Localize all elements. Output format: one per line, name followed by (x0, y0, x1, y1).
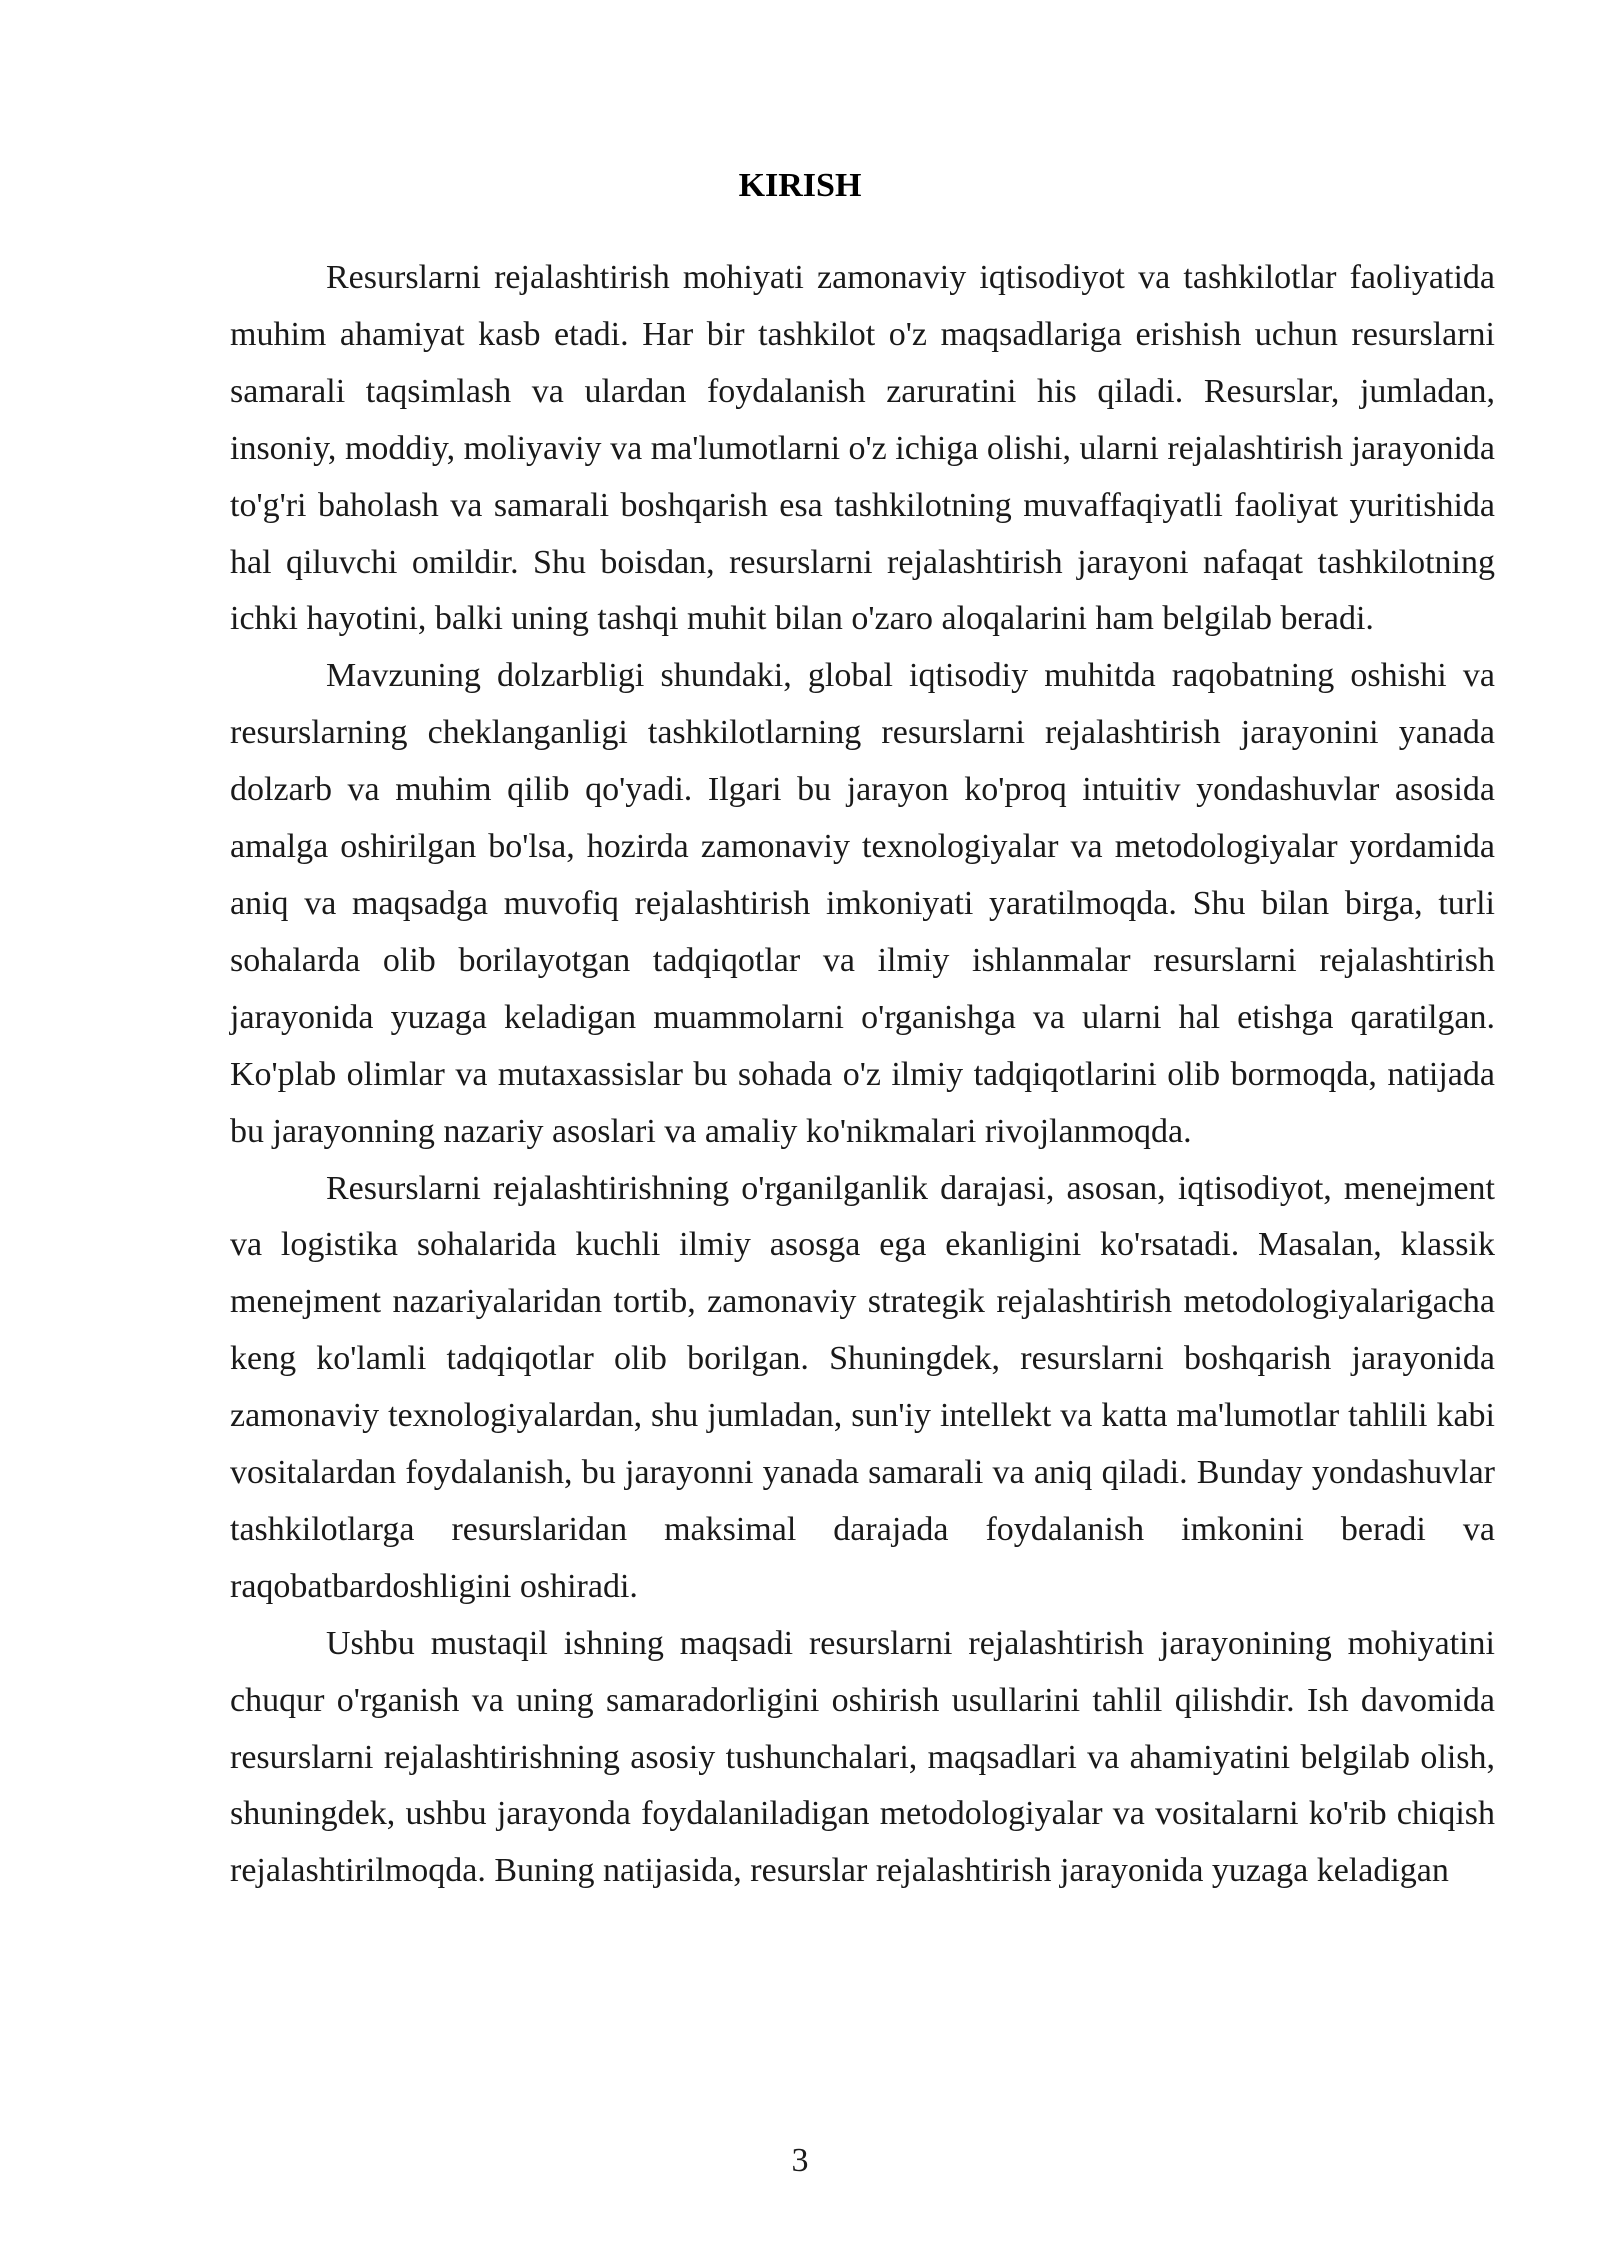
document-body (230, 250, 1495, 1900)
paragraph-3: Resurslarni rejalashtirishning o'rganilganlik darajasi, asosan, iqtisodiyot, menejment va logistika sohalarida kuchli ilmiy asosga ega ekanligini ko'rsatadi. Masalan, klassik menejment nazariyalaridan tortib, zamonaviy strategik rejalashtirish metodologiyalarigacha keng ko'lamli tadqiqotlar olib borilgan. Shuningdek, resurslarni boshqarish jarayonida zamonaviy texnologiyalardan, shu jumladan, sun'iy intellekt va katta ma'lumotlar tahlili kabi vositalardan foydalanish, bu jarayonni yanada samarali va aniq qiladi. Bunday yondashuvlar tashkilotlarga resurslaridan maksimal darajada foydalanish imkonini beradi va raqobatbardoshligini oshiradi. (230, 1169, 1495, 1605)
paragraph-4: Ushbu mustaqil ishning maqsadi resurslarni rejalashtirish jarayonining mohiyatini chuqur o'rganish va uning samaradorligini oshirish usullarini tahlil qilishdir. Ish davomida resurslarni rejalashtirishning asosiy tushunchalari, maqsadlari va ahamiyatini belgilab olish, shuningdek, ushbu jarayonda foydalaniladigan metodologiyalar va vositalarni ko'rib chiqish rejalashtirilmoqda. Buning natijasida, resurslar rejalashtirish jarayonida yuzaga keladigan (230, 1624, 1495, 1890)
paragraph-2: Mavzuning dolzarbligi shundaki, global iqtisodiy muhitda raqobatning oshishi va resurslarning cheklanganligi tashkilotlarning resurslarni rejalashtirish jarayonini yanada dolzarb va muhim qilib qo'yadi. Ilgari bu jarayon ko'proq intuitiv yondashuvlar asosida amalga oshirilgan bo'lsa, hozirda zamonaviy texnologiyalar va metodologiyalar yordamida aniq va maqsadga muvofiq rejalashtirish imkoniyati yaratilmoqda. Shu bilan birga, turli sohalarda olib borilayotgan tadqiqotlar va ilmiy ishlanmalar resurslarni rejalashtirish jarayonida yuzaga keladigan muammolarni o'rganishga va ularni hal etishga qaratilgan. Ko'plab olimlar va mutaxassislar bu sohada o'z ilmiy tadqiqotlarini olib bormoqda, natijada bu jarayonning nazariy asoslari va amaliy ko'nikmalari rivojlanmoqda. (230, 657, 1495, 1150)
page-title: KIRISH (738, 167, 862, 204)
page-number: 3 (791, 2142, 809, 2179)
paragraph-1: Resurslarni rejalashtirish mohiyati zamonaviy iqtisodiyot va tashkilotlar faoliyatida muhim ahamiyat kasb etadi. Har bir tashkilot o'z maqsadlariga erishish uchun resurslarni samarali taqsimlash va ulardan foydalanish zaruratini his qiladi. Resurslar, jumladan, insoniy, moddiy, moliyaviy va ma'lumotlarni o'z ichiga olishi, ularni rejalashtirish jarayonida to'g'ri baholash va samarali boshqarish esa tashkilotning muvaffaqiyatli faoliyat yuritishida hal qiluvchi omildir. Shu boisdan, resurslarni rejalashtirish jarayoni nafaqat tashkilotning ichki hayotini, balki uning tashqi muhit bilan o'zaro aloqalarini ham belgilab beradi. (230, 259, 1495, 638)
